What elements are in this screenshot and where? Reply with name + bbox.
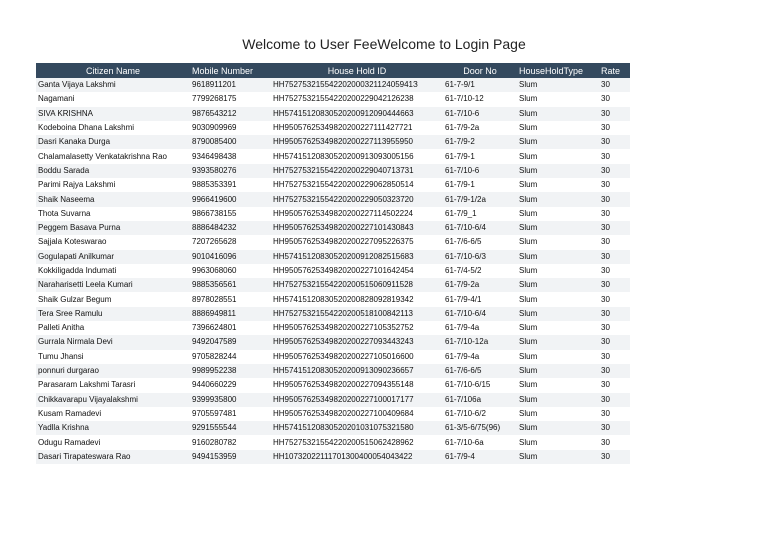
page-title: Welcome to User FeeWelcome to Login Page xyxy=(242,36,526,52)
cell-citizen-name: Sajjala Koteswarao xyxy=(36,235,190,249)
cell-citizen-name: SIVA KRISHNA xyxy=(36,107,190,121)
cell-household-type: Slum xyxy=(517,164,599,178)
cell-rate: 30 xyxy=(599,335,630,349)
cell-household-id: HH95057625349820200227094355148 xyxy=(271,378,443,392)
table-row xyxy=(36,393,630,407)
cell-household-type: Slum xyxy=(517,207,599,221)
cell-household-type: Slum xyxy=(517,292,599,306)
cell-door-no: 61-7/9-2a xyxy=(443,121,517,135)
cell-citizen-name: Shaik Naseema xyxy=(36,192,190,206)
header-household-id: House Hold ID xyxy=(271,63,443,78)
cell-rate: 30 xyxy=(599,207,630,221)
cell-mobile-number: 8790085400 xyxy=(190,135,271,149)
cell-household-type: Slum xyxy=(517,264,599,278)
cell-household-id: HH95057625349820200227101430843 xyxy=(271,221,443,235)
table-row xyxy=(36,450,630,464)
cell-door-no: 61-7/10-6/4 xyxy=(443,307,517,321)
cell-household-type: Slum xyxy=(517,278,599,292)
cell-rate: 30 xyxy=(599,307,630,321)
table-row xyxy=(36,78,630,92)
cell-rate: 30 xyxy=(599,135,630,149)
cell-mobile-number: 9030909969 xyxy=(190,121,271,135)
table-row xyxy=(36,92,630,106)
cell-mobile-number: 9963068060 xyxy=(190,264,271,278)
cell-citizen-name: Gurrala Nirmala Devi xyxy=(36,335,190,349)
cell-mobile-number: 9010416096 xyxy=(190,250,271,264)
table-row xyxy=(36,207,630,221)
cell-citizen-name: Nagamani xyxy=(36,92,190,106)
cell-citizen-name: Parimi Rajya Lakshmi xyxy=(36,178,190,192)
cell-mobile-number: 7207265628 xyxy=(190,235,271,249)
cell-citizen-name: Boddu Sarada xyxy=(36,164,190,178)
table-row xyxy=(36,407,630,421)
cell-mobile-number: 9494153959 xyxy=(190,450,271,464)
cell-rate: 30 xyxy=(599,264,630,278)
cell-door-no: 61-7/9-4/1 xyxy=(443,292,517,306)
cell-rate: 30 xyxy=(599,78,630,92)
cell-rate: 30 xyxy=(599,450,630,464)
cell-mobile-number: 9346498438 xyxy=(190,149,271,163)
cell-door-no: 61-7/9-4a xyxy=(443,321,517,335)
table-row xyxy=(36,121,630,135)
cell-rate: 30 xyxy=(599,235,630,249)
cell-household-type: Slum xyxy=(517,421,599,435)
cell-rate: 30 xyxy=(599,250,630,264)
cell-rate: 30 xyxy=(599,121,630,135)
cell-rate: 30 xyxy=(599,221,630,235)
cell-door-no: 61-7/10-12 xyxy=(443,92,517,106)
cell-household-id: HH95057625349820200227093443243 xyxy=(271,335,443,349)
cell-household-type: Slum xyxy=(517,121,599,135)
cell-household-id: HH95057625349820200227105016600 xyxy=(271,350,443,364)
cell-citizen-name: Kodeboina Dhana Lakshmi xyxy=(36,121,190,135)
cell-mobile-number: 9876543212 xyxy=(190,107,271,121)
cell-citizen-name: ponnuri durgarao xyxy=(36,364,190,378)
cell-mobile-number: 8886949811 xyxy=(190,307,271,321)
cell-citizen-name: Gogulapati Anilkumar xyxy=(36,250,190,264)
cell-household-id: HH57415120830520200913090236657 xyxy=(271,364,443,378)
cell-citizen-name: Odugu Ramadevi xyxy=(36,435,190,449)
cell-door-no: 61-7/9-2 xyxy=(443,135,517,149)
table-row xyxy=(36,107,630,121)
cell-household-id: HH75275321554220200032112405941З xyxy=(271,78,443,92)
cell-household-type: Slum xyxy=(517,235,599,249)
cell-household-id: HH57415120830520200912090444663 xyxy=(271,107,443,121)
cell-mobile-number: 9705828244 xyxy=(190,350,271,364)
header-row xyxy=(36,63,630,78)
cell-household-id: HH95057625349820200227100017177 xyxy=(271,393,443,407)
cell-rate: 30 xyxy=(599,407,630,421)
cell-household-id: HH10732022111701300400054043422 xyxy=(271,450,443,464)
cell-door-no: 61-7/9-1 xyxy=(443,149,517,163)
table-row xyxy=(36,378,630,392)
cell-household-id: HH95057625349820200227111427721 xyxy=(271,121,443,135)
cell-door-no: 61-7/9_1 xyxy=(443,207,517,221)
cell-citizen-name: Kusam Ramadevi xyxy=(36,407,190,421)
cell-door-no: 61-7/10-6 xyxy=(443,164,517,178)
cell-mobile-number: 9989952238 xyxy=(190,364,271,378)
cell-mobile-number: 9160280782 xyxy=(190,435,271,449)
cell-rate: 30 xyxy=(599,421,630,435)
cell-door-no: 61-7/9-4 xyxy=(443,450,517,464)
cell-citizen-name: Kokkiligadda Indumati xyxy=(36,264,190,278)
cell-household-id: HH75275321554220200515062428962 xyxy=(271,435,443,449)
table-row xyxy=(36,135,630,149)
cell-door-no: 61-7/9-1/2a xyxy=(443,192,517,206)
cell-household-id: HH75275321554220200515060911528 xyxy=(271,278,443,292)
cell-rate: 30 xyxy=(599,292,630,306)
cell-door-no: 61-7/6-6/5 xyxy=(443,235,517,249)
cell-citizen-name: Dasri Kanaka Durga xyxy=(36,135,190,149)
cell-mobile-number: 9291555544 xyxy=(190,421,271,435)
cell-door-no: 61-7/106a xyxy=(443,393,517,407)
cell-household-type: Slum xyxy=(517,378,599,392)
cell-citizen-name: Yadlla Krishna xyxy=(36,421,190,435)
cell-mobile-number: 8886484232 xyxy=(190,221,271,235)
table-header xyxy=(36,63,630,78)
cell-household-type: Slum xyxy=(517,149,599,163)
cell-household-id: HH95057625349820200227100409684 xyxy=(271,407,443,421)
cell-citizen-name: Naraharisetti Leela Kumari xyxy=(36,278,190,292)
citizen-table xyxy=(36,63,630,464)
cell-door-no: 61-7/10-12a xyxy=(443,335,517,349)
cell-rate: 30 xyxy=(599,107,630,121)
cell-mobile-number: 9393580276 xyxy=(190,164,271,178)
table-row xyxy=(36,350,630,364)
cell-rate: 30 xyxy=(599,92,630,106)
cell-household-type: Slum xyxy=(517,393,599,407)
cell-household-type: Slum xyxy=(517,321,599,335)
cell-citizen-name: Tumu Jhansi xyxy=(36,350,190,364)
cell-household-id: HH95057625349820200227113955950 xyxy=(271,135,443,149)
cell-door-no: 61-7/9-4a xyxy=(443,350,517,364)
cell-door-no: 61-7/10-6/2 xyxy=(443,407,517,421)
cell-mobile-number: 9885356561 xyxy=(190,278,271,292)
cell-mobile-number: 9966419600 xyxy=(190,192,271,206)
cell-household-type: Slum xyxy=(517,407,599,421)
cell-household-id: HH57415120830520201031075321580 xyxy=(271,421,443,435)
cell-citizen-name: Parasaram Lakshmi Tarasri xyxy=(36,378,190,392)
table-row xyxy=(36,321,630,335)
table-row xyxy=(36,421,630,435)
cell-mobile-number: 9440660229 xyxy=(190,378,271,392)
cell-household-id: HH75275321554220200229042126238 xyxy=(271,92,443,106)
cell-mobile-number: 7799268175 xyxy=(190,92,271,106)
cell-rate: 30 xyxy=(599,378,630,392)
cell-household-type: Slum xyxy=(517,435,599,449)
cell-household-type: Slum xyxy=(517,92,599,106)
cell-household-type: Slum xyxy=(517,350,599,364)
cell-door-no: 61-7/10-6/3 xyxy=(443,250,517,264)
cell-citizen-name: Palleti Anitha xyxy=(36,321,190,335)
cell-household-id: HH95057625349820200227114502224 xyxy=(271,207,443,221)
table-body xyxy=(36,78,630,464)
cell-household-type: Slum xyxy=(517,135,599,149)
cell-mobile-number: 7396624801 xyxy=(190,321,271,335)
table-row xyxy=(36,278,630,292)
cell-rate: 30 xyxy=(599,364,630,378)
table-row xyxy=(36,435,630,449)
cell-rate: 30 xyxy=(599,164,630,178)
cell-door-no: 61-7/10-6/4 xyxy=(443,221,517,235)
cell-household-id: HH75275321554220200229050323720 xyxy=(271,192,443,206)
cell-rate: 30 xyxy=(599,350,630,364)
cell-mobile-number: 8978028551 xyxy=(190,292,271,306)
header-citizen-name: Citizen Name xyxy=(36,63,190,78)
cell-household-type: Slum xyxy=(517,335,599,349)
cell-door-no: 61-7/9-1 xyxy=(443,178,517,192)
cell-door-no: 61-7/4-5/2 xyxy=(443,264,517,278)
table-row xyxy=(36,364,630,378)
cell-household-id: HH75275321554220200229062850514 xyxy=(271,178,443,192)
table-row xyxy=(36,192,630,206)
cell-household-id: HH57415120830520200913093005156 xyxy=(271,149,443,163)
cell-citizen-name: Tera Sree Ramulu xyxy=(36,307,190,321)
table-row xyxy=(36,307,630,321)
table-row xyxy=(36,235,630,249)
table-row xyxy=(36,178,630,192)
cell-mobile-number: 9885353391 xyxy=(190,178,271,192)
cell-household-type: Slum xyxy=(517,221,599,235)
cell-citizen-name: Ganta Vijaya Lakshmi xyxy=(36,78,190,92)
cell-household-type: Slum xyxy=(517,178,599,192)
cell-household-type: Slum xyxy=(517,450,599,464)
cell-citizen-name: Dasari Tirapateswara Rao xyxy=(36,450,190,464)
cell-mobile-number: 9618911201 xyxy=(190,78,271,92)
table-row xyxy=(36,264,630,278)
table-row xyxy=(36,149,630,163)
cell-mobile-number: 9866738155 xyxy=(190,207,271,221)
cell-citizen-name: Chalamalasetty Venkatakrishna Rao xyxy=(36,149,190,163)
cell-household-id: HH95057625349820200227095226375 xyxy=(271,235,443,249)
cell-household-type: Slum xyxy=(517,78,599,92)
cell-household-type: Slum xyxy=(517,192,599,206)
cell-door-no: 61-7/10-6 xyxy=(443,107,517,121)
cell-door-no: 61-7-9/1 xyxy=(443,78,517,92)
cell-rate: 30 xyxy=(599,321,630,335)
cell-citizen-name: Shaik Gulzar Begum xyxy=(36,292,190,306)
cell-citizen-name: Peggem Basava Purna xyxy=(36,221,190,235)
cell-door-no: 61-7/10-6a xyxy=(443,435,517,449)
cell-door-no: 61-7/6-6/5 xyxy=(443,364,517,378)
cell-household-type: Slum xyxy=(517,250,599,264)
table-row xyxy=(36,335,630,349)
cell-household-id: HH95057625349820200227101642454 xyxy=(271,264,443,278)
cell-household-type: Slum xyxy=(517,364,599,378)
table-row xyxy=(36,221,630,235)
cell-rate: 30 xyxy=(599,278,630,292)
header-door-no: Door No xyxy=(443,63,517,78)
cell-household-id: HH57415120830520200828092819342 xyxy=(271,292,443,306)
cell-mobile-number: 9705597481 xyxy=(190,407,271,421)
cell-rate: 30 xyxy=(599,149,630,163)
cell-household-type: Slum xyxy=(517,107,599,121)
header-mobile-number: Mobile Number xyxy=(190,63,271,78)
cell-citizen-name: Chikkavarapu Vijayalakshmi xyxy=(36,393,190,407)
header-rate: Rate xyxy=(599,63,630,78)
table-row xyxy=(36,164,630,178)
cell-household-id: HH95057625349820200227105352752 xyxy=(271,321,443,335)
cell-citizen-name: Thota Suvarna xyxy=(36,207,190,221)
cell-rate: 30 xyxy=(599,393,630,407)
table-row xyxy=(36,292,630,306)
cell-door-no: 61-7/10-6/15 xyxy=(443,378,517,392)
cell-mobile-number: 9492047589 xyxy=(190,335,271,349)
cell-door-no: 61-3/5-6/75(96) xyxy=(443,421,517,435)
cell-rate: 30 xyxy=(599,192,630,206)
header-household-type: HouseHoldType xyxy=(517,63,599,78)
cell-household-id: HH75275321554220200518100842113 xyxy=(271,307,443,321)
table-row xyxy=(36,250,630,264)
cell-household-id: HH57415120830520200912082515683 xyxy=(271,250,443,264)
cell-rate: 30 xyxy=(599,435,630,449)
cell-door-no: 61-7/9-2a xyxy=(443,278,517,292)
cell-household-type: Slum xyxy=(517,307,599,321)
cell-rate: 30 xyxy=(599,178,630,192)
cell-mobile-number: 9399935800 xyxy=(190,393,271,407)
cell-household-id: HH75275321554220200229040713731 xyxy=(271,164,443,178)
